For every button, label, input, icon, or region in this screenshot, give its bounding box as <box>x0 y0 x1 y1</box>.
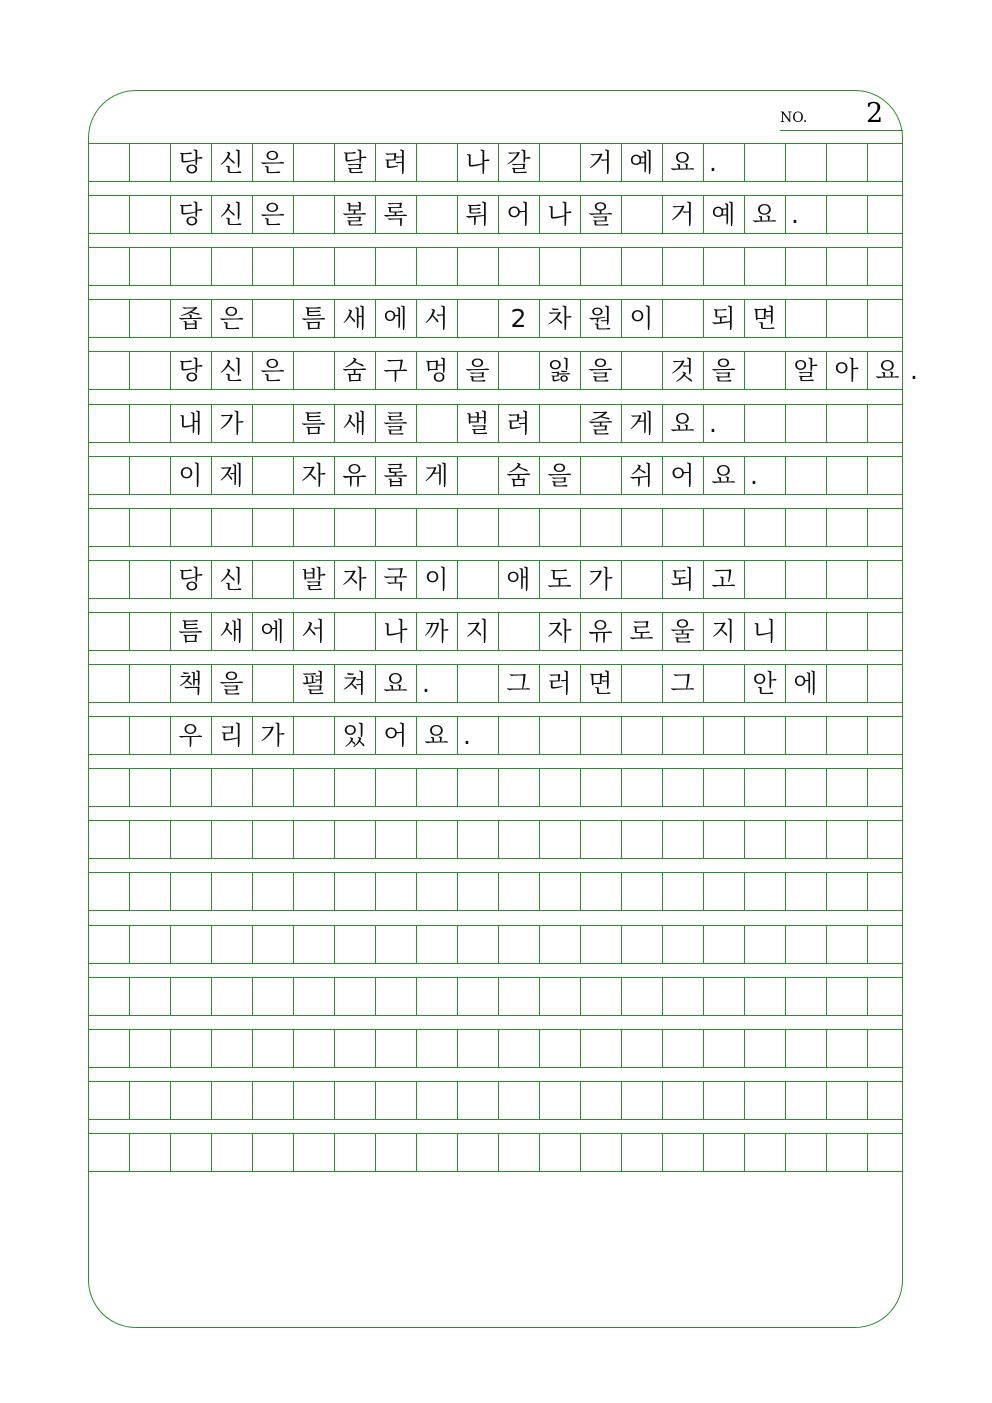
manuscript-char: 을 <box>219 669 244 698</box>
manuscript-char: 신 <box>219 200 244 230</box>
manuscript-char: 되 <box>711 304 736 334</box>
manuscript-char: 니 <box>752 616 777 646</box>
grid-row <box>88 664 903 703</box>
manuscript-char <box>621 352 662 389</box>
manuscript-char: 를 <box>383 408 408 438</box>
manuscript-char: 요 <box>424 721 449 751</box>
manuscript-char: 면 <box>752 304 777 334</box>
manuscript-char <box>293 144 334 181</box>
manuscript-char <box>252 457 293 494</box>
manuscript-char: 새 <box>342 408 367 438</box>
manuscript-char: 지 <box>465 616 490 646</box>
manuscript-char <box>457 457 498 494</box>
grid-row <box>88 977 903 1016</box>
manuscript-char: 가 <box>588 564 613 594</box>
manuscript-char: 우 <box>178 721 203 751</box>
manuscript-char: 이 <box>629 304 654 334</box>
manuscript-char: 예 <box>711 200 736 230</box>
manuscript-char: 로 <box>629 616 654 646</box>
manuscript-char: 어 <box>383 721 408 751</box>
manuscript-char: 면 <box>588 669 613 698</box>
manuscript-char: 신 <box>219 564 244 594</box>
manuscript-char: 튀 <box>465 200 490 230</box>
manuscript-char: 울 <box>670 616 695 646</box>
manuscript-char: 리 <box>219 721 244 751</box>
manuscript-char: 에 <box>383 304 408 334</box>
manuscript-char: 쳐 <box>342 669 367 698</box>
page-number-label: NO. <box>780 110 808 126</box>
manuscript-char <box>580 457 621 494</box>
manuscript-char: 예 <box>629 148 654 177</box>
manuscript-char: 나 <box>465 148 490 177</box>
manuscript-char: 가 <box>260 721 285 751</box>
grid-row <box>88 768 903 807</box>
manuscript-char <box>621 196 662 233</box>
manuscript-char: 요 <box>752 200 777 230</box>
manuscript-char: 잃 <box>547 356 572 386</box>
manuscript-char <box>416 405 457 442</box>
manuscript-char <box>252 665 293 702</box>
manuscript-char: 유 <box>342 460 367 490</box>
manuscript-char: 올 <box>588 200 613 230</box>
manuscript-char <box>744 352 785 389</box>
manuscript-char: 고 <box>711 564 736 594</box>
grid-row <box>88 872 903 911</box>
manuscript-char: 지 <box>711 616 736 646</box>
grid-row <box>88 560 903 599</box>
manuscript-char: 당 <box>178 356 203 386</box>
manuscript-char: 자 <box>301 460 326 490</box>
manuscript-char: 은 <box>260 148 285 177</box>
manuscript-char: 당 <box>178 200 203 230</box>
manuscript-char: 멍 <box>424 356 449 386</box>
manuscript-char: 요 <box>711 460 736 490</box>
manuscript-char: 당 <box>178 148 203 177</box>
manuscript-char: . <box>709 148 717 177</box>
manuscript-char <box>252 405 293 442</box>
manuscript-char <box>498 352 539 389</box>
manuscript-char: 벌 <box>465 408 490 438</box>
manuscript-char: 도 <box>547 564 572 594</box>
manuscript-char: 록 <box>383 200 408 230</box>
manuscript-char: 틈 <box>301 408 326 438</box>
manuscript-char <box>457 561 498 598</box>
manuscript-char: 어 <box>670 460 695 490</box>
manuscript-char: 자 <box>547 616 572 646</box>
grid-row <box>88 925 903 964</box>
manuscript-char: 숨 <box>506 460 531 490</box>
manuscript-char: 거 <box>670 200 695 230</box>
manuscript-char: 유 <box>588 616 613 646</box>
manuscript-char: 요 <box>670 148 695 177</box>
manuscript-char: 애 <box>506 564 531 594</box>
manuscript-char: 것 <box>670 356 695 386</box>
manuscript-char <box>703 665 744 702</box>
manuscript-char: 서 <box>424 304 449 334</box>
manuscript-char: 새 <box>219 616 244 646</box>
manuscript-char: 새 <box>342 304 367 334</box>
manuscript-char: 알 <box>793 356 818 386</box>
grid-row <box>88 299 903 338</box>
manuscript-char <box>334 613 375 650</box>
manuscript-char: 이 <box>178 460 203 490</box>
manuscript-char <box>416 144 457 181</box>
manuscript-char: 아 <box>834 356 859 386</box>
manuscript-char: 은 <box>260 356 285 386</box>
manuscript-char: 안 <box>752 669 777 698</box>
manuscript-char <box>621 561 662 598</box>
grid-row <box>88 1029 903 1068</box>
grid-row <box>88 143 903 182</box>
manuscript-char: 발 <box>301 564 326 594</box>
manuscript-char: 어 <box>506 200 531 230</box>
manuscript-char: 그 <box>506 669 531 698</box>
manuscript-char: 쉬 <box>629 460 654 490</box>
manuscript-char <box>457 300 498 337</box>
manuscript-char <box>293 352 334 389</box>
manuscript-char: 롭 <box>383 460 408 490</box>
manuscript-char: 서 <box>301 616 326 646</box>
manuscript-char: 갈 <box>506 148 531 177</box>
manuscript-char: 나 <box>547 200 572 230</box>
manuscript-char: . <box>791 200 799 230</box>
grid-row <box>88 456 903 495</box>
manuscript-char: 틈 <box>301 304 326 334</box>
grid-row <box>88 1133 903 1172</box>
manuscript-char: 그 <box>670 669 695 698</box>
manuscript-char: 신 <box>219 148 244 177</box>
manuscript-char: 러 <box>547 669 572 698</box>
manuscript-char: 에 <box>260 616 285 646</box>
manuscript-char: . <box>422 669 430 698</box>
manuscript-char: 국 <box>383 564 408 594</box>
manuscript-char: 려 <box>383 148 408 177</box>
manuscript-char: 신 <box>219 356 244 386</box>
manuscript-char: 을 <box>547 460 572 490</box>
page-number-underline <box>780 130 903 131</box>
manuscript-char: 요 <box>875 356 900 386</box>
grid-row <box>88 404 903 443</box>
manuscript-char: 이 <box>424 564 449 594</box>
manuscript-char: 줄 <box>588 408 613 438</box>
manuscript-char: 원 <box>588 304 613 334</box>
manuscript-char: 을 <box>588 356 613 386</box>
grid-row <box>88 1081 903 1120</box>
manuscript-char: 책 <box>178 669 203 698</box>
manuscript-char <box>252 300 293 337</box>
page-number-value: 2 <box>866 98 884 129</box>
manuscript-char <box>539 144 580 181</box>
manuscript-char: 요 <box>670 408 695 438</box>
manuscript-char: 구 <box>383 356 408 386</box>
manuscript-char: 되 <box>670 564 695 594</box>
manuscript-char: 게 <box>424 460 449 490</box>
grid-row <box>88 820 903 859</box>
manuscript-char <box>457 665 498 702</box>
grid-row <box>88 716 903 755</box>
manuscript-char: 을 <box>711 356 736 386</box>
manuscript-char: 당 <box>178 564 203 594</box>
manuscript-char: 려 <box>506 408 531 438</box>
manuscript-char: 2 <box>510 304 527 334</box>
manuscript-char: 거 <box>588 148 613 177</box>
manuscript-char <box>621 665 662 702</box>
manuscript-char: . <box>709 408 717 438</box>
manuscript-char <box>293 196 334 233</box>
grid-row <box>88 612 903 651</box>
manuscript-char: 좁 <box>178 304 203 334</box>
manuscript-char: . <box>910 356 918 386</box>
manuscript-char <box>498 613 539 650</box>
manuscript-char <box>662 300 703 337</box>
manuscript-char <box>252 561 293 598</box>
manuscript-char: 가 <box>219 408 244 438</box>
manuscript-char: . <box>750 460 758 490</box>
manuscript-char: 요 <box>383 669 408 698</box>
manuscript-char <box>416 196 457 233</box>
manuscript-char: 제 <box>219 460 244 490</box>
manuscript-char: 을 <box>465 356 490 386</box>
manuscript-char: 차 <box>547 304 572 334</box>
manuscript-char: 펼 <box>301 669 326 698</box>
manuscript-char: 나 <box>383 616 408 646</box>
grid-row <box>88 508 903 547</box>
grid-row <box>88 247 903 286</box>
manuscript-char: 에 <box>793 669 818 698</box>
manuscript-char: 까 <box>424 616 449 646</box>
grid-row <box>88 351 918 390</box>
manuscript-char: 은 <box>219 304 244 334</box>
manuscript-char: 볼 <box>342 200 367 230</box>
manuscript-char: 은 <box>260 200 285 230</box>
manuscript-char <box>293 717 334 754</box>
grid-row <box>88 195 903 234</box>
manuscript-char: 자 <box>342 564 367 594</box>
manuscript-char: 있 <box>342 721 367 751</box>
manuscript-char <box>539 405 580 442</box>
manuscript-char: 숨 <box>342 356 367 386</box>
manuscript-char: 내 <box>178 408 203 438</box>
manuscript-char: 달 <box>342 148 367 177</box>
manuscript-char: 틈 <box>178 616 203 646</box>
manuscript-char: . <box>463 721 471 751</box>
manuscript-char: 게 <box>629 408 654 438</box>
